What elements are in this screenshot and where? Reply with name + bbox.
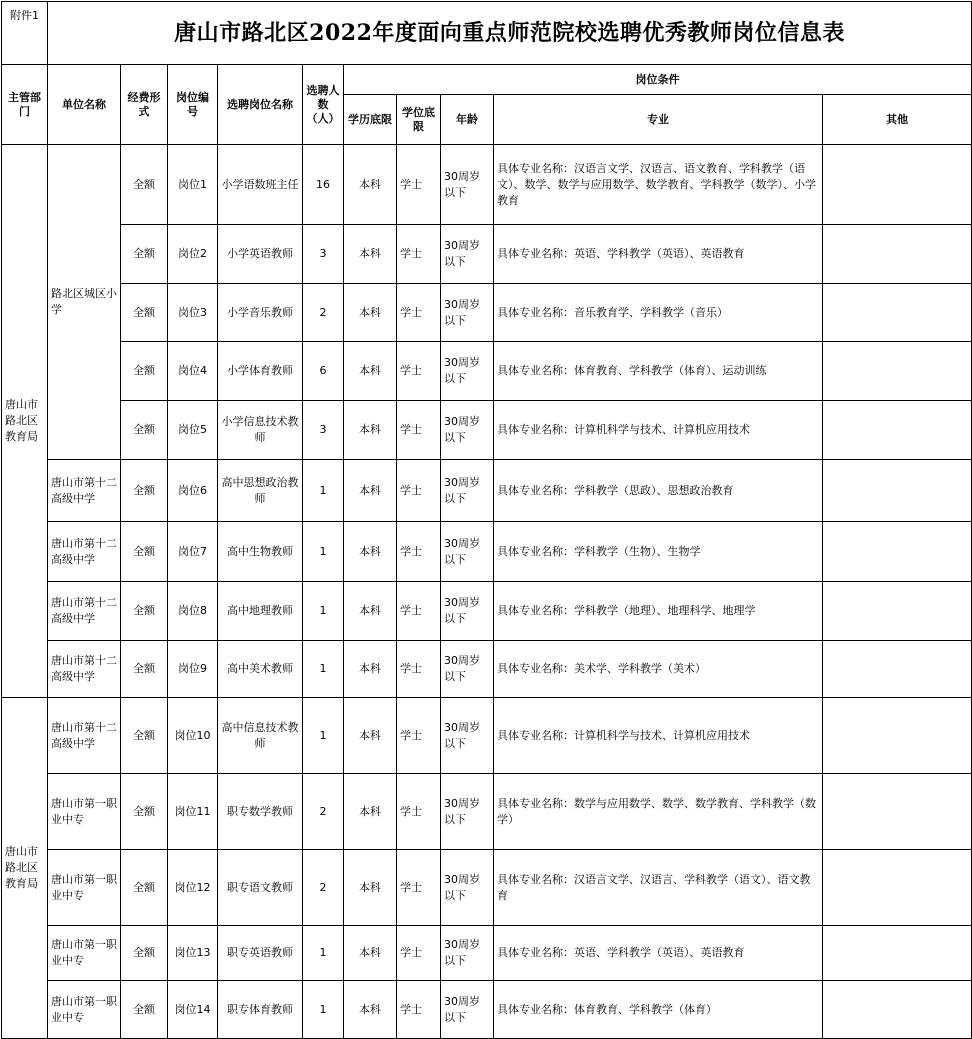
education-cell: 本科 — [344, 926, 397, 981]
header-other: 其他 — [823, 95, 972, 145]
post-name-cell: 职专数学教师 — [218, 774, 303, 850]
other-cell — [823, 460, 972, 522]
table-row — [2, 774, 972, 850]
unit-cell: 唐山市第一职业中专 — [48, 981, 121, 1039]
post-no-cell: 岗位14 — [168, 981, 218, 1039]
degree-cell: 学士 — [397, 460, 441, 522]
education-cell: 本科 — [344, 284, 397, 342]
header-unit: 单位名称 — [48, 65, 121, 145]
other-cell — [823, 698, 972, 774]
major-cell: 具体专业名称：美术学、学科教学（美术） — [494, 641, 823, 698]
degree-cell: 学士 — [397, 522, 441, 582]
degree-cell: 学士 — [397, 342, 441, 401]
age-cell: 30周岁以下 — [441, 774, 494, 850]
post-name-cell: 职专英语教师 — [218, 926, 303, 981]
post-name-cell: 小学信息技术教师 — [218, 401, 303, 460]
header-funding: 经费形式 — [121, 65, 168, 145]
major-cell: 具体专业名称：学科教学（思政）、思想政治教育 — [494, 460, 823, 522]
education-cell: 本科 — [344, 401, 397, 460]
education-cell: 本科 — [344, 698, 397, 774]
table-row — [2, 460, 972, 522]
header-row-1 — [2, 65, 972, 95]
other-cell — [823, 641, 972, 698]
page-title: 唐山市路北区2022年度面向重点师范院校选聘优秀教师岗位信息表 — [48, 2, 972, 65]
major-cell: 具体专业名称：计算机科学与技术、计算机应用技术 — [494, 401, 823, 460]
unit-cell: 唐山市第十二高级中学 — [48, 582, 121, 641]
unit-cell: 唐山市第一职业中专 — [48, 926, 121, 981]
post-no-cell: 岗位11 — [168, 774, 218, 850]
count-cell: 16 — [303, 145, 344, 225]
funding-cell: 全额 — [121, 225, 168, 284]
other-cell — [823, 981, 972, 1039]
table-row — [2, 582, 972, 641]
other-cell — [823, 850, 972, 926]
age-cell: 30周岁以下 — [441, 641, 494, 698]
count-cell: 1 — [303, 698, 344, 774]
other-cell — [823, 582, 972, 641]
major-cell: 具体专业名称：学科教学（生物）、生物学 — [494, 522, 823, 582]
header-degree: 学位底限 — [397, 95, 441, 145]
unit-cell: 唐山市第十二高级中学 — [48, 522, 121, 582]
funding-cell: 全额 — [121, 698, 168, 774]
major-cell: 具体专业名称：汉语言文学、汉语言、学科教学（语文）、语文教育 — [494, 850, 823, 926]
education-cell: 本科 — [344, 850, 397, 926]
attachment-label: 附件1 — [2, 2, 48, 65]
post-no-cell: 岗位10 — [168, 698, 218, 774]
major-cell: 具体专业名称：英语、学科教学（英语）、英语教育 — [494, 225, 823, 284]
education-cell: 本科 — [344, 145, 397, 225]
major-cell: 具体专业名称：体育教育、学科教学（体育）、运动训练 — [494, 342, 823, 401]
age-cell: 30周岁以下 — [441, 284, 494, 342]
age-cell: 30周岁以下 — [441, 926, 494, 981]
major-cell: 具体专业名称：汉语言文学、汉语言、语文教育、学科教学（语文）、数学、数学与应用数学、数学教育、学科教学（数学）、小学教育 — [494, 145, 823, 225]
count-cell: 1 — [303, 981, 344, 1039]
header-count: 选聘人数（人） — [303, 65, 344, 145]
age-cell: 30周岁以下 — [441, 522, 494, 582]
age-cell: 30周岁以下 — [441, 850, 494, 926]
funding-cell: 全额 — [121, 342, 168, 401]
post-name-cell: 职专语文教师 — [218, 850, 303, 926]
other-cell — [823, 284, 972, 342]
education-cell: 本科 — [344, 641, 397, 698]
funding-cell: 全额 — [121, 284, 168, 342]
post-name-cell: 高中生物教师 — [218, 522, 303, 582]
funding-cell: 全额 — [121, 460, 168, 522]
education-cell: 本科 — [344, 225, 397, 284]
table-row — [2, 522, 972, 582]
major-cell: 具体专业名称：体育教育、学科教学（体育） — [494, 981, 823, 1039]
funding-cell: 全额 — [121, 774, 168, 850]
post-name-cell: 职专体育教师 — [218, 981, 303, 1039]
header-post-name: 选聘岗位名称 — [218, 65, 303, 145]
table-row — [2, 926, 972, 981]
funding-cell: 全额 — [121, 145, 168, 225]
major-cell: 具体专业名称：音乐教育学、学科教学（音乐） — [494, 284, 823, 342]
table-row — [2, 284, 972, 342]
count-cell: 1 — [303, 460, 344, 522]
title-row — [2, 2, 972, 65]
degree-cell: 学士 — [397, 850, 441, 926]
funding-cell: 全额 — [121, 522, 168, 582]
header-dept: 主管部门 — [2, 65, 48, 145]
other-cell — [823, 522, 972, 582]
other-cell — [823, 145, 972, 225]
post-no-cell: 岗位5 — [168, 401, 218, 460]
degree-cell: 学士 — [397, 401, 441, 460]
degree-cell: 学士 — [397, 284, 441, 342]
major-cell: 具体专业名称：学科教学（地理）、地理科学、地理学 — [494, 582, 823, 641]
post-no-cell: 岗位6 — [168, 460, 218, 522]
unit-cell: 唐山市第一职业中专 — [48, 774, 121, 850]
count-cell: 2 — [303, 850, 344, 926]
post-name-cell: 高中地理教师 — [218, 582, 303, 641]
post-name-cell: 高中思想政治教师 — [218, 460, 303, 522]
count-cell: 2 — [303, 284, 344, 342]
other-cell — [823, 401, 972, 460]
post-name-cell: 小学语数班主任 — [218, 145, 303, 225]
education-cell: 本科 — [344, 582, 397, 641]
degree-cell: 学士 — [397, 981, 441, 1039]
unit-cell: 唐山市第一职业中专 — [48, 850, 121, 926]
post-no-cell: 岗位7 — [168, 522, 218, 582]
table-row — [2, 981, 972, 1039]
funding-cell: 全额 — [121, 926, 168, 981]
table-row — [2, 401, 972, 460]
education-cell: 本科 — [344, 522, 397, 582]
degree-cell: 学士 — [397, 145, 441, 225]
degree-cell: 学士 — [397, 926, 441, 981]
other-cell — [823, 926, 972, 981]
education-cell: 本科 — [344, 774, 397, 850]
table-row — [2, 641, 972, 698]
other-cell — [823, 774, 972, 850]
degree-cell: 学士 — [397, 698, 441, 774]
post-no-cell: 岗位1 — [168, 145, 218, 225]
post-name-cell: 小学体育教师 — [218, 342, 303, 401]
count-cell: 2 — [303, 774, 344, 850]
table-row — [2, 225, 972, 284]
count-cell: 1 — [303, 926, 344, 981]
degree-cell: 学士 — [397, 225, 441, 284]
unit-cell: 唐山市第十二高级中学 — [48, 698, 121, 774]
post-no-cell: 岗位13 — [168, 926, 218, 981]
dept-cell: 唐山市路北区教育局 — [2, 698, 48, 1039]
dept-cell: 唐山市路北区教育局 — [2, 145, 48, 698]
header-post-no: 岗位编号 — [168, 65, 218, 145]
age-cell: 30周岁以下 — [441, 582, 494, 641]
count-cell: 6 — [303, 342, 344, 401]
unit-cell: 唐山市第十二高级中学 — [48, 641, 121, 698]
other-cell — [823, 342, 972, 401]
age-cell: 30周岁以下 — [441, 698, 494, 774]
post-name-cell: 高中信息技术教师 — [218, 698, 303, 774]
table-row — [2, 698, 972, 774]
header-education: 学历底限 — [344, 95, 397, 145]
header-age: 年龄 — [441, 95, 494, 145]
major-cell: 具体专业名称：计算机科学与技术、计算机应用技术 — [494, 698, 823, 774]
post-no-cell: 岗位3 — [168, 284, 218, 342]
funding-cell: 全额 — [121, 401, 168, 460]
post-no-cell: 岗位4 — [168, 342, 218, 401]
funding-cell: 全额 — [121, 641, 168, 698]
post-no-cell: 岗位2 — [168, 225, 218, 284]
degree-cell: 学士 — [397, 641, 441, 698]
age-cell: 30周岁以下 — [441, 460, 494, 522]
education-cell: 本科 — [344, 460, 397, 522]
header-conditions: 岗位条件 — [344, 65, 972, 95]
funding-cell: 全额 — [121, 582, 168, 641]
post-no-cell: 岗位8 — [168, 582, 218, 641]
count-cell: 1 — [303, 582, 344, 641]
unit-cell: 唐山市第十二高级中学 — [48, 460, 121, 522]
education-cell: 本科 — [344, 981, 397, 1039]
post-name-cell: 高中美术教师 — [218, 641, 303, 698]
degree-cell: 学士 — [397, 582, 441, 641]
age-cell: 30周岁以下 — [441, 145, 494, 225]
age-cell: 30周岁以下 — [441, 342, 494, 401]
recruitment-table — [1, 1, 972, 1039]
count-cell: 3 — [303, 401, 344, 460]
other-cell — [823, 225, 972, 284]
funding-cell: 全额 — [121, 850, 168, 926]
age-cell: 30周岁以下 — [441, 225, 494, 284]
funding-cell: 全额 — [121, 981, 168, 1039]
count-cell: 1 — [303, 522, 344, 582]
age-cell: 30周岁以下 — [441, 981, 494, 1039]
post-name-cell: 小学英语教师 — [218, 225, 303, 284]
major-cell: 具体专业名称：数学与应用数学、数学、数学教育、学科教学（数学） — [494, 774, 823, 850]
post-name-cell: 小学音乐教师 — [218, 284, 303, 342]
post-no-cell: 岗位9 — [168, 641, 218, 698]
count-cell: 1 — [303, 641, 344, 698]
count-cell: 3 — [303, 225, 344, 284]
table-row — [2, 850, 972, 926]
major-cell: 具体专业名称：英语、学科教学（英语）、英语教育 — [494, 926, 823, 981]
post-no-cell: 岗位12 — [168, 850, 218, 926]
age-cell: 30周岁以下 — [441, 401, 494, 460]
degree-cell: 学士 — [397, 774, 441, 850]
table-row — [2, 145, 972, 225]
education-cell: 本科 — [344, 342, 397, 401]
table-row — [2, 342, 972, 401]
header-major: 专业 — [494, 95, 823, 145]
unit-cell: 路北区城区小学 — [48, 145, 121, 460]
